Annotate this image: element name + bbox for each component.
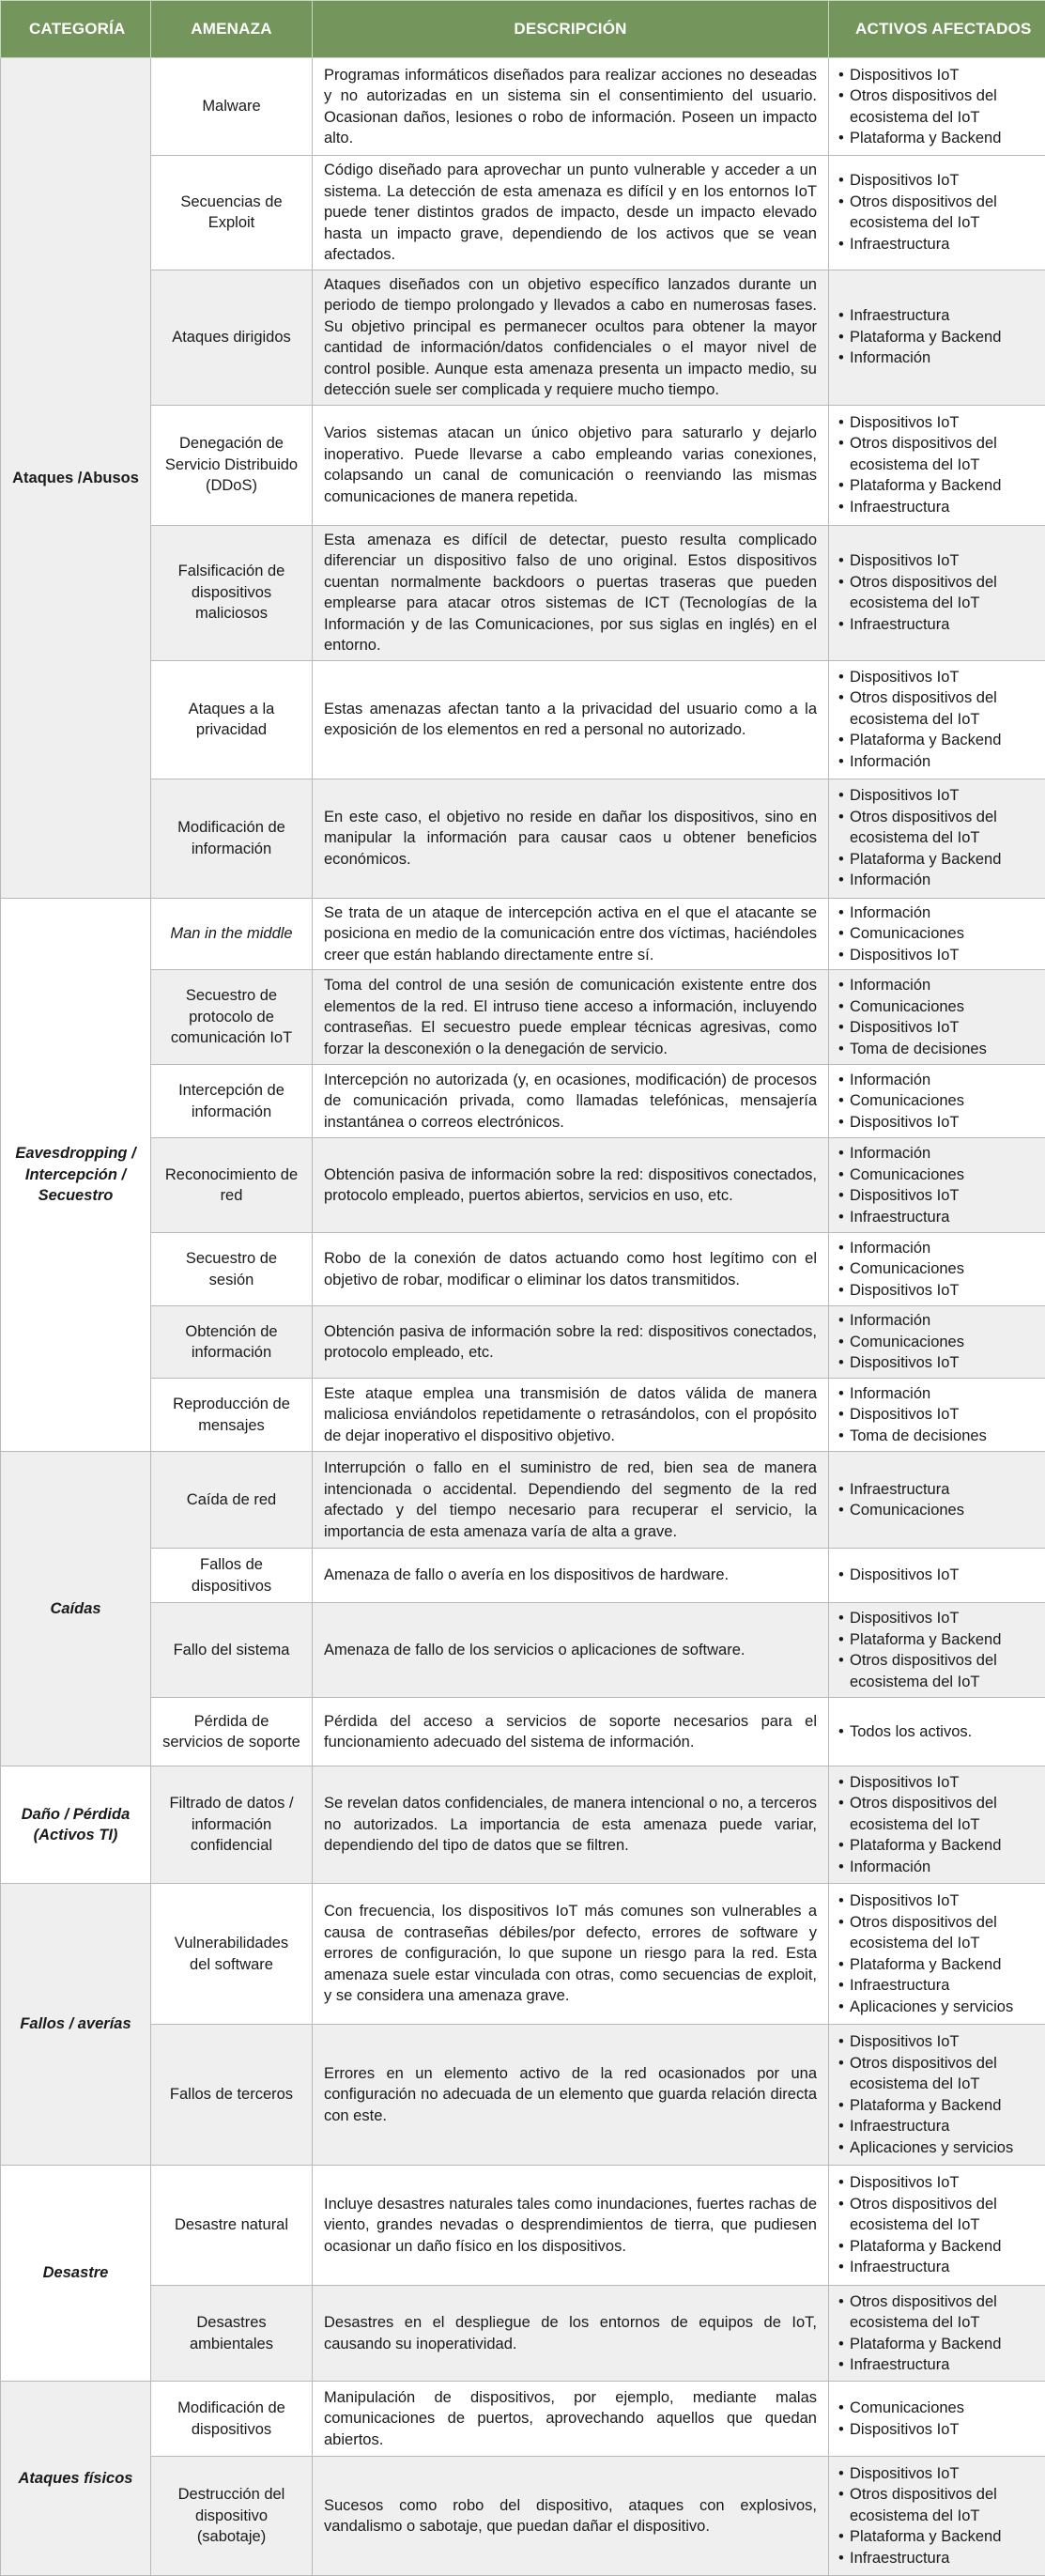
description-cell: Obtención pasiva de información sobre la red: dispositivos conectados, protocolo empleado, puertos abiertos, servicios en uso, etc.: [313, 1138, 829, 1233]
asset-item: • Comunicaciones: [838, 923, 1039, 945]
threat-cell: Desastres ambientales: [151, 2286, 313, 2382]
asset-item: • Otros dispositivos del ecosistema del IoT: [838, 192, 1039, 234]
table-row: [1, 1698, 1045, 1766]
asset-item: • Otros dispositivos del ecosistema del IoT: [838, 687, 1039, 730]
asset-item: • Infraestructura: [838, 2354, 1039, 2376]
assets-list: [838, 2291, 1039, 2376]
assets-cell: [829, 525, 1045, 660]
table-row: [1, 156, 1045, 270]
assets-list: [838, 412, 1039, 518]
assets-cell: [829, 1138, 1045, 1233]
threat-cell: Modificación de dispositivos: [151, 2382, 313, 2457]
assets-cell: [829, 270, 1045, 405]
assets-cell: [829, 156, 1045, 270]
category-cell: Desastre: [1, 2166, 151, 2382]
assets-cell: [829, 1549, 1045, 1603]
assets-list: [838, 2172, 1039, 2278]
threat-cell: Pérdida de servicios de soporte: [151, 1698, 313, 1766]
assets-list: [838, 1608, 1039, 1692]
assets-list: [838, 667, 1039, 773]
assets-list: [838, 1721, 1039, 1743]
table-row: [1, 270, 1045, 405]
asset-item: • Dispositivos IoT: [838, 2031, 1039, 2053]
asset-item: • Comunicaciones: [838, 1500, 1039, 1521]
asset-item: • Comunicaciones: [838, 1332, 1039, 1353]
description-cell: Se trata de un ataque de intercepción activa en el que el atacante se posiciona en medio de la comunicación entre dos víctimas, haciéndoles creer que están hablando directamente entre sí.: [313, 898, 829, 970]
description-cell: Robo de la conexión de datos actuando como host legítimo con el objetivo de robar, modificar o eliminar los datos transmitidos.: [313, 1233, 829, 1306]
asset-item: • Dispositivos IoT: [838, 170, 1039, 192]
description-cell: Toma del control de una sesión de comunicación existente entre dos elementos de la red. El intruso tiene acceso a información, incluyendo contraseñas. El secuestro puede emplear técnicas agresivas, como forzar la desconexión o la denegación de servicio.: [313, 970, 829, 1065]
asset-item: • Infraestructura: [838, 2116, 1039, 2137]
asset-item: • Infraestructura: [838, 1479, 1039, 1501]
asset-item: • Otros dispositivos del ecosistema del IoT: [838, 1793, 1039, 1835]
asset-item: • Otros dispositivos del ecosistema del IoT: [838, 2194, 1039, 2236]
threat-cell: Fallo del sistema: [151, 1603, 313, 1698]
category-cell: Ataques físicos: [1, 2382, 151, 2576]
assets-cell: [829, 1452, 1045, 1549]
threat-cell: Filtrado de datos / información confidencial: [151, 1766, 313, 1884]
threat-cell: Obtención de información: [151, 1306, 313, 1379]
header-descripcion: DESCRIPCIÓN: [313, 1, 829, 58]
asset-item: • Comunicaciones: [838, 1165, 1039, 1186]
threat-cell: Malware: [151, 58, 313, 156]
description-cell: Este ataque emplea una transmisión de datos válida de manera maliciosa enviándolos repetidamente o retrasándolos, con el propósito de dejar inoperativo el dispositivo objetivo.: [313, 1379, 829, 1452]
assets-cell: [829, 2382, 1045, 2457]
assets-list: [838, 2463, 1039, 2569]
assets-list: [838, 65, 1039, 149]
asset-item: • Dispositivos IoT: [838, 1772, 1039, 1794]
description-cell: Se revelan datos confidenciales, de manera intencional o no, a terceros no autorizados. La importancia de esta amenaza puede variar, dependiendo del tipo de datos que se filtren.: [313, 1766, 829, 1884]
threat-cell: Reconocimiento de red: [151, 1138, 313, 1233]
asset-item: • Información: [838, 751, 1039, 773]
asset-item: • Información: [838, 975, 1039, 996]
asset-item: • Infraestructura: [838, 497, 1039, 518]
asset-item: • Otros dispositivos del ecosistema del IoT: [838, 2484, 1039, 2526]
assets-cell: [829, 58, 1045, 156]
asset-item: • Aplicaciones y servicios: [838, 2137, 1039, 2159]
table-row: [1, 1233, 1045, 1306]
asset-item: • Plataforma y Backend: [838, 849, 1039, 871]
asset-item: • Información: [838, 1070, 1039, 1091]
asset-item: • Infraestructura: [838, 1207, 1039, 1228]
asset-item: • Toma de decisiones: [838, 1426, 1039, 1447]
assets-cell: [829, 2457, 1045, 2576]
asset-item: • Plataforma y Backend: [838, 1954, 1039, 1976]
assets-cell: [829, 2286, 1045, 2382]
threat-cell: Denegación de Servicio Distribuido (DDoS): [151, 405, 313, 525]
assets-list: [838, 1383, 1039, 1447]
category-cell: Eavesdropping / Intercepción / Secuestro: [1, 898, 151, 1452]
asset-item: • Dispositivos IoT: [838, 945, 1039, 966]
asset-item: • Comunicaciones: [838, 996, 1039, 1018]
asset-item: • Otros dispositivos del ecosistema del IoT: [838, 1912, 1039, 1954]
category-cell: Daño / Pérdida (Activos TI): [1, 1766, 151, 1884]
asset-item: • Plataforma y Backend: [838, 2526, 1039, 2548]
assets-list: [838, 1565, 1039, 1586]
assets-cell: [829, 405, 1045, 525]
table-row: [1, 525, 1045, 660]
description-cell: Varios sistemas atacan un único objetivo para saturarlo y dejarlo inoperativo. Puede llevarse a cabo empleando varias conexiones, colapsando un canal de comunicación o reenviando las mismas comunicaciones de manera repetida.: [313, 405, 829, 525]
asset-item: • Dispositivos IoT: [838, 550, 1039, 572]
assets-cell: [829, 1233, 1045, 1306]
threat-cell: Falsificación de dispositivos maliciosos: [151, 525, 313, 660]
table-row: [1, 779, 1045, 898]
table-row: [1, 2457, 1045, 2576]
asset-item: • Información: [838, 870, 1039, 891]
asset-item: • Dispositivos IoT: [838, 1608, 1039, 1629]
description-cell: En este caso, el objetivo no reside en dañar los dispositivos, sino en manipular la información para causar caos u obtener beneficios económicos.: [313, 779, 829, 898]
threat-cell: Secuencias de Exploit: [151, 156, 313, 270]
table-row: [1, 2286, 1045, 2382]
table-row: [1, 1379, 1045, 1452]
asset-item: • Plataforma y Backend: [838, 327, 1039, 348]
asset-item: • Información: [838, 1238, 1039, 1259]
table-body: [1, 58, 1045, 2576]
asset-item: • Plataforma y Backend: [838, 730, 1039, 751]
threat-cell: Fallos de terceros: [151, 2025, 313, 2166]
description-cell: Código diseñado para aprovechar un punto vulnerable y acceder a un sistema. La detección de esta amenaza es difícil y en los entornos IoT puede tener distintos grados de impacto, desde un impacto elevado hasta un impacto grave, dependiendo de los activos que se vean afectados.: [313, 156, 829, 270]
asset-item: • Información: [838, 1143, 1039, 1165]
description-cell: Manipulación de dispositivos, por ejemplo, mediante malas comunicaciones de puertos, aprovechando aquellos que quedan abiertos.: [313, 2382, 829, 2457]
description-cell: Interrupción o fallo en el suministro de red, bien sea de manera intencionada o accidental. Dependiendo del segmento de la red afectado y del tiempo necesario para recuperar el servicio, la importancia de esta amenaza varía de alta a grave.: [313, 1452, 829, 1549]
threat-cell: Caída de red: [151, 1452, 313, 1549]
header-categoria: CATEGORÍA: [1, 1, 151, 58]
assets-list: [838, 1479, 1039, 1521]
table-row: [1, 1884, 1045, 2025]
assets-list: [838, 1310, 1039, 1374]
asset-item: • Otros dispositivos del ecosistema del IoT: [838, 2291, 1039, 2334]
description-cell: Errores en un elemento activo de la red ocasionados por una configuración no adecuada de un elemento que guarda relación directa con este.: [313, 2025, 829, 2166]
asset-item: • Infraestructura: [838, 2548, 1039, 2569]
assets-cell: [829, 2025, 1045, 2166]
asset-item: • Dispositivos IoT: [838, 1185, 1039, 1207]
asset-item: • Infraestructura: [838, 1975, 1039, 1997]
asset-item: • Dispositivos IoT: [838, 1017, 1039, 1039]
category-cell: Ataques /Abusos: [1, 58, 151, 899]
asset-item: • Dispositivos IoT: [838, 1280, 1039, 1302]
header-activos: ACTIVOS AFECTADOS: [829, 1, 1045, 58]
assets-cell: [829, 1884, 1045, 2025]
asset-item: • Plataforma y Backend: [838, 1835, 1039, 1857]
assets-list: [838, 2398, 1039, 2440]
asset-item: • Dispositivos IoT: [838, 1352, 1039, 1374]
category-cell: Fallos / averías: [1, 1884, 151, 2166]
asset-item: • Otros dispositivos del ecosistema del IoT: [838, 1650, 1039, 1692]
assets-cell: [829, 898, 1045, 970]
asset-item: • Infraestructura: [838, 234, 1039, 255]
asset-item: • Otros dispositivos del ecosistema del IoT: [838, 572, 1039, 614]
table-row: [1, 405, 1045, 525]
table-row: [1, 1603, 1045, 1698]
threat-cell: Reproducción de mensajes: [151, 1379, 313, 1452]
description-cell: Con frecuencia, los dispositivos IoT más comunes son vulnerables a causa de contraseñas débiles/por defecto, errores de software y errores de configuración, lo que supone un riesgo para la red. Esta amenaza suele estar vinculada con otras, como secuencias de exploit, y se considera una amenaza grave.: [313, 1884, 829, 2025]
assets-cell: [829, 1306, 1045, 1379]
asset-item: • Infraestructura: [838, 305, 1039, 327]
asset-item: • Todos los activos.: [838, 1721, 1039, 1743]
assets-list: [838, 170, 1039, 255]
table-row: [1, 898, 1045, 970]
assets-list: [838, 305, 1039, 369]
table-row: [1, 1138, 1045, 1233]
description-cell: Pérdida del acceso a servicios de soporte necesarios para el funcionamiento adecuado del sistema de información.: [313, 1698, 829, 1766]
description-cell: Amenaza de fallo de los servicios o aplicaciones de software.: [313, 1603, 829, 1698]
asset-item: • Otros dispositivos del ecosistema del IoT: [838, 807, 1039, 849]
table-row: [1, 2025, 1045, 2166]
description-cell: Programas informáticos diseñados para realizar acciones no deseadas y no autorizadas en un sistema sin el consentimiento del usuario. Ocasionan daños, lesiones o robo de información. Poseen un impacto alto.: [313, 58, 829, 156]
table-row: [1, 970, 1045, 1065]
asset-item: • Dispositivos IoT: [838, 1565, 1039, 1586]
threat-cell: Ataques a la privacidad: [151, 660, 313, 779]
asset-item: • Dispositivos IoT: [838, 2463, 1039, 2485]
asset-item: • Información: [838, 1857, 1039, 1878]
table-row: [1, 2382, 1045, 2457]
threat-cell: Desastre natural: [151, 2166, 313, 2286]
description-cell: Incluye desastres naturales tales como inundaciones, fuertes rachas de viento, grandes nevadas o desprendimientos de tierra, que pudiesen ocasionar un daño físico en los dispositivos.: [313, 2166, 829, 2286]
assets-list: [838, 1070, 1039, 1134]
assets-cell: [829, 1766, 1045, 1884]
description-cell: Amenaza de fallo o avería en los dispositivos de hardware.: [313, 1549, 829, 1603]
assets-cell: [829, 1065, 1045, 1138]
table-row: [1, 1549, 1045, 1603]
assets-cell: [829, 1698, 1045, 1766]
asset-item: • Dispositivos IoT: [838, 2419, 1039, 2441]
assets-list: [838, 1238, 1039, 1302]
assets-cell: [829, 970, 1045, 1065]
asset-item: • Dispositivos IoT: [838, 65, 1039, 86]
asset-item: • Dispositivos IoT: [838, 1404, 1039, 1426]
asset-item: • Información: [838, 902, 1039, 924]
asset-item: • Plataforma y Backend: [838, 2236, 1039, 2258]
asset-item: • Plataforma y Backend: [838, 475, 1039, 497]
asset-item: • Dispositivos IoT: [838, 785, 1039, 807]
assets-list: [838, 902, 1039, 966]
asset-item: • Dispositivos IoT: [838, 2172, 1039, 2194]
asset-item: • Información: [838, 1383, 1039, 1405]
asset-item: • Comunicaciones: [838, 1090, 1039, 1112]
threat-cell: Secuestro de protocolo de comunicación IoT: [151, 970, 313, 1065]
asset-item: • Infraestructura: [838, 2257, 1039, 2278]
description-cell: Sucesos como robo del dispositivo, ataques con explosivos, vandalismo o sabotaje, que puedan dañar el dispositivo.: [313, 2457, 829, 2576]
table-row: [1, 58, 1045, 156]
table-row: [1, 1452, 1045, 1549]
table-row: [1, 1065, 1045, 1138]
assets-list: [838, 2031, 1039, 2158]
asset-item: • Plataforma y Backend: [838, 2334, 1039, 2355]
asset-item: • Comunicaciones: [838, 1258, 1039, 1280]
threat-cell: Fallos de dispositivos: [151, 1549, 313, 1603]
assets-list: [838, 550, 1039, 635]
asset-item: • Otros dispositivos del ecosistema del IoT: [838, 433, 1039, 475]
assets-cell: [829, 660, 1045, 779]
assets-list: [838, 1890, 1039, 2017]
table-row: [1, 1766, 1045, 1884]
description-cell: Estas amenazas afectan tanto a la privacidad del usuario como a la exposición de los elementos en red a personal no autorizado.: [313, 660, 829, 779]
asset-item: • Dispositivos IoT: [838, 1890, 1039, 1912]
asset-item: • Otros dispositivos del ecosistema del IoT: [838, 85, 1039, 128]
assets-list: [838, 1772, 1039, 1878]
threat-cell: Man in the middle: [151, 898, 313, 970]
description-cell: Ataques diseñados con un objetivo específico lanzados durante un periodo de tiempo prolongado y llevados a cabo en numerosas fases. Su objetivo principal es permanecer ocultos para obtener la mayor cantidad de información/datos confidenciales o el mayor nivel de control posible. Aunque esta amenaza presenta un impacto medio, su detección suele ser complicada y requiere mucho tiempo.: [313, 270, 829, 405]
asset-item: • Plataforma y Backend: [838, 1629, 1039, 1651]
header-row: [1, 1, 1045, 58]
asset-item: • Aplicaciones y servicios: [838, 1997, 1039, 2018]
assets-list: [838, 975, 1039, 1059]
asset-item: • Infraestructura: [838, 614, 1039, 636]
table-row: [1, 2166, 1045, 2286]
asset-item: • Plataforma y Backend: [838, 2095, 1039, 2117]
description-cell: Intercepción no autorizada (y, en ocasiones, modificación) de procesos de comunicación privada, como llamadas telefónicas, mensajería instantánea o correos electrónicos.: [313, 1065, 829, 1138]
threat-cell: Vulnerabilidades del software: [151, 1884, 313, 2025]
threat-cell: Ataques dirigidos: [151, 270, 313, 405]
assets-cell: [829, 1603, 1045, 1698]
threat-cell: Intercepción de información: [151, 1065, 313, 1138]
asset-item: • Dispositivos IoT: [838, 667, 1039, 688]
description-cell: Obtención pasiva de información sobre la red: dispositivos conectados, protocolo empleado, etc.: [313, 1306, 829, 1379]
table-row: [1, 1306, 1045, 1379]
asset-item: • Toma de decisiones: [838, 1039, 1039, 1060]
asset-item: • Dispositivos IoT: [838, 412, 1039, 434]
header-amenaza: AMENAZA: [151, 1, 313, 58]
description-cell: Esta amenaza es difícil de detectar, puesto resulta complicado diferenciar un dispositivo falso de uno original. Estos dispositivos cuentan normalmente backdoors o puertas traseras que pueden emplearse para atacar otros sistemas de ICT (Tecnologías de la Información y de las Comunicaciones, por sus siglas en inglés) en el entorno.: [313, 525, 829, 660]
threat-cell: Destrucción del dispositivo (sabotaje): [151, 2457, 313, 2576]
asset-item: • Información: [838, 347, 1039, 369]
assets-list: [838, 1143, 1039, 1227]
assets-cell: [829, 779, 1045, 898]
category-cell: Caídas: [1, 1452, 151, 1766]
asset-item: • Dispositivos IoT: [838, 1112, 1039, 1134]
asset-item: • Información: [838, 1310, 1039, 1332]
asset-item: • Otros dispositivos del ecosistema del IoT: [838, 2053, 1039, 2095]
asset-item: • Plataforma y Backend: [838, 128, 1039, 149]
table-row: [1, 660, 1045, 779]
assets-cell: [829, 2166, 1045, 2286]
threat-cell: Secuestro de sesión: [151, 1233, 313, 1306]
description-cell: Desastres en el despliegue de los entornos de equipos de IoT, causando su inoperatividad.: [313, 2286, 829, 2382]
assets-cell: [829, 1379, 1045, 1452]
threat-cell: Modificación de información: [151, 779, 313, 898]
assets-list: [838, 785, 1039, 891]
asset-item: • Comunicaciones: [838, 2398, 1039, 2419]
